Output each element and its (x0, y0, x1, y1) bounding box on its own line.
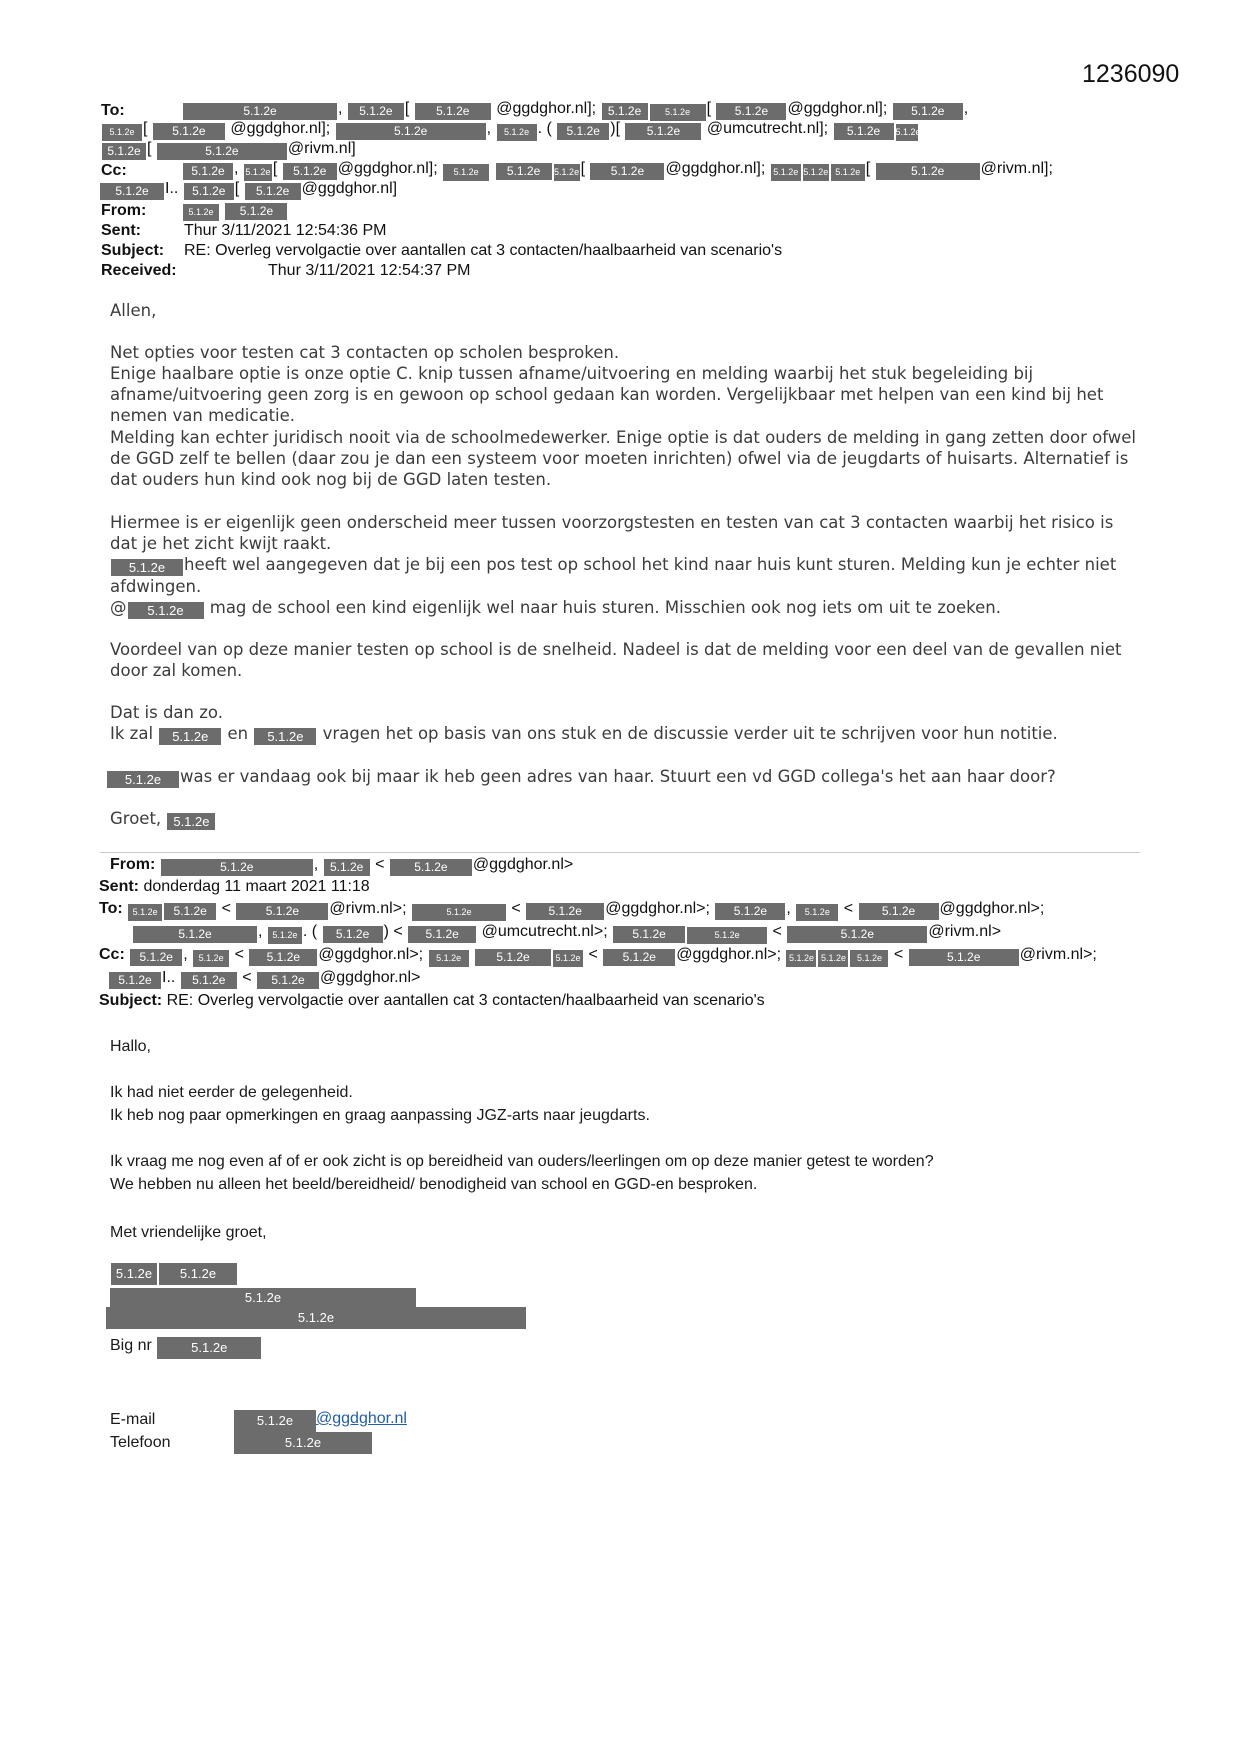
closing: Met vriendelijke groet, (110, 1224, 267, 1241)
from-label: From: (101, 202, 147, 219)
subject-label: Subject: (99, 992, 163, 1009)
paragraph: Melding kan echter juridisch nooit via de schoolmedewerker. Enige optie is dat ouders de melding in gang zetten door ofwel de GGD zelf te bellen (daar zou je dan een systeem voor moeten inrichten) ofwel via de jeugdarts of huisarts. Alternatief is dat ouders hun kind ook nog bij de GGD laten testen. (110, 428, 1137, 490)
redaction-box: 5.1.2e (157, 143, 287, 160)
paragraph (106, 766, 1136, 788)
from-line-2: From: 5.1.2e , 5.1.2e < 5.1.2e @ggdghor.nl> (110, 856, 574, 874)
redaction-box: 5.1.2e (796, 904, 838, 921)
redaction-box: 5.1.2e (831, 164, 865, 181)
cc-line (101, 161, 127, 181)
redaction-box: 5.1.2e (408, 926, 476, 943)
paragraph-text: heeft wel aangegeven dat je bij een pos test op school het kind naar huis kunt sturen. Melding kun je echter niet afdwingen. (110, 555, 1117, 596)
redaction-box: 5.1.2e (390, 859, 472, 876)
redaction-box: 5.1.2e (786, 950, 816, 967)
redaction-box: 5.1.2e (876, 163, 980, 180)
redaction-box: 5.1.2e (324, 859, 370, 876)
redaction-box: 5.1.2e (254, 728, 316, 745)
redaction-box: 5.1.2e (102, 143, 146, 160)
email-domain: @rivm.nl]; (980, 160, 1053, 177)
paragraph-text: mag de school een kind eigenlijk wel naar huis sturen. Misschien ook nog iets om uit te zoeken. (209, 598, 1001, 617)
at-sign: @ (110, 598, 127, 617)
email-domain: @umcutrecht.nl>; (481, 923, 608, 940)
redaction-box: 5.1.2e (415, 103, 491, 120)
redaction-box: 5.1.2e (412, 904, 506, 921)
sent-label: Sent: (101, 222, 141, 239)
redaction-box: 5.1.2e (106, 1307, 526, 1329)
to-recipients-1: 5.1.2e , 5.1.2e [ 5.1.2e @ggdghor.nl]; 5.1.2e 5.1.2e [ 5.1.2e @ggdghor.nl]; 5.1.2e , (182, 99, 968, 121)
redaction-box: 5.1.2e (590, 163, 664, 180)
redaction-box: 5.1.2e (167, 813, 215, 830)
redaction-box: 5.1.2e (348, 103, 404, 120)
redaction-box: 5.1.2e (687, 927, 767, 944)
redaction-box: 5.1.2e (161, 859, 313, 876)
to-line-2b: 5.1.2e , 5.1.2e . ( 5.1.2e ) < 5.1.2e @umcutrecht.nl>; 5.1.2e 5.1.2e < 5.1.2e @rivm.nl> (132, 920, 1001, 944)
redaction-box: 5.1.2e (526, 903, 604, 920)
email-domain: @ggdghor.nl]; (230, 120, 331, 137)
redaction-box: 5.1.2e (336, 123, 486, 140)
paragraph (110, 723, 1140, 745)
closing (110, 808, 1140, 830)
sent-value: Thur 3/11/2021 12:54:36 PM (184, 222, 387, 239)
cc-line-2b: 5.1.2e I.. 5.1.2e < 5.1.2e @ggdghor.nl> (108, 966, 420, 989)
redaction-box: 5.1.2e (613, 926, 685, 943)
redaction-box: 5.1.2e (249, 949, 317, 966)
signature-organisation (106, 1307, 526, 1329)
redaction-box: 5.1.2e (109, 972, 161, 989)
sent-value: donderdag 11 maart 2021 11:18 (143, 878, 370, 895)
email-domain: @rivm.nl] (287, 140, 356, 157)
redaction-box: 5.1.2e (557, 123, 609, 140)
from-value (182, 199, 288, 221)
big-nr-label: Big nr (110, 1337, 152, 1354)
redaction-box: 5.1.2e (909, 949, 1019, 966)
paragraph: Enige haalbare optie is onze optie C. knip tussen afname/uitvoering en melding waarbij het stuk begeleiding bij afname/uitvoering geen zorg is en gewoon op school gedaan kan worden. Vergelijkbaar met helpen van een kind bij het nemen van medicatie. (110, 364, 1104, 426)
redaction-box: 5.1.2e (111, 559, 183, 576)
redaction-box: 5.1.2e (603, 949, 675, 966)
redaction-box: 5.1.2e (443, 164, 489, 181)
redaction-box: 5.1.2e (164, 903, 216, 920)
paragraph: We hebben nu alleen het beeld/bereidheid/ benodigheid van school en GGD-en besproken. (110, 1176, 758, 1193)
text: en (227, 724, 249, 743)
email-domain: @ggdghor.nl]; (337, 160, 438, 177)
redaction-box: 5.1.2e (110, 1288, 416, 1308)
redaction-box: 5.1.2e (183, 103, 337, 120)
email-domain: @ggdghor.nl]; (665, 160, 766, 177)
email-link[interactable]: @ggdghor.nl (316, 1410, 407, 1427)
to-label: To: (99, 900, 123, 917)
redaction-box: 5.1.2e (128, 602, 204, 619)
redaction-box: 5.1.2e (236, 903, 328, 920)
redaction-box: 5.1.2e (787, 926, 927, 943)
received-label: Received: (101, 262, 177, 279)
redaction-box: 5.1.2e (818, 950, 848, 967)
to-recipients-3: 5.1.2e [ 5.1.2e @rivm.nl] (101, 139, 356, 160)
to-label: To: (101, 102, 125, 119)
redaction-box: 5.1.2e (497, 124, 537, 141)
redaction-box: 5.1.2e (625, 123, 701, 140)
sent-line-2 (99, 875, 370, 898)
redaction-box: 5.1.2e (257, 972, 319, 989)
redaction-box: 5.1.2e (553, 950, 583, 967)
paragraph: Ik had niet eerder de gelegenheid. (110, 1084, 353, 1101)
redaction-box: 5.1.2e (803, 164, 829, 181)
redaction-box: 5.1.2e (283, 163, 337, 180)
greeting: Allen, (110, 301, 157, 320)
email-domain: @ggdghor.nl> (472, 856, 574, 873)
redaction-box: 5.1.2e (159, 1263, 237, 1285)
cc-line-2a: Cc: 5.1.2e , 5.1.2e < 5.1.2e @ggdghor.nl>; 5.1.2e 5.1.2e 5.1.2e < 5.1.2e @ggdghor.nl>; 5.1.2e 5.1.2e 5.1.2e < 5.1.2e @rivm.nl>; (99, 943, 1097, 967)
redaction-box: 5.1.2e (429, 950, 469, 967)
subject-line-2 (99, 989, 765, 1012)
redaction-box: 5.1.2e (133, 926, 257, 943)
signature-name (110, 1263, 238, 1285)
paragraph (110, 554, 1140, 597)
closing-text: Groet, (110, 809, 162, 828)
redaction-box: 5.1.2e (244, 164, 272, 181)
redaction-box: 5.1.2e (245, 183, 301, 200)
redaction-box: 5.1.2e (771, 164, 801, 181)
redaction-box: 5.1.2e (183, 163, 233, 180)
redaction-box: 5.1.2e (893, 103, 963, 120)
text: Ik zal (110, 724, 154, 743)
to-recipients-2: 5.1.2e [ 5.1.2e @ggdghor.nl]; 5.1.2e , 5.1.2e . ( 5.1.2e )[ 5.1.2e @umcutrecht.nl]; 5.1.2e 5.1.2e (101, 119, 919, 141)
email-domain: @rivm.nl>; (329, 900, 407, 917)
email-domain: @ggdghor.nl]; (496, 100, 597, 117)
phone-value (234, 1432, 372, 1454)
redaction-box: 5.1.2e (102, 124, 142, 141)
paragraph: Voordeel van op deze manier testen op school is de snelheid. Nadeel is dat de melding voor een deel van de gevallen niet door zal komen. (110, 640, 1122, 681)
redaction-box: 5.1.2e (159, 728, 221, 745)
redaction-box: 5.1.2e (475, 949, 551, 966)
email-domain: @rivm.nl> (928, 923, 1002, 940)
sent-label: Sent: (99, 878, 139, 895)
redaction-box: 5.1.2e (650, 104, 706, 121)
email-label: E-mail (110, 1411, 156, 1428)
redaction-box: 5.1.2e (496, 163, 552, 180)
redaction-box: 5.1.2e (157, 1337, 261, 1359)
cc-label: Cc: (101, 162, 127, 179)
paragraph (110, 597, 1140, 619)
from-label: From: (110, 856, 156, 873)
redaction-box: 5.1.2e (234, 1410, 316, 1432)
redaction-box: 5.1.2e (111, 1263, 157, 1285)
redaction-box: 5.1.2e (100, 183, 164, 200)
redaction-box: 5.1.2e (107, 771, 179, 788)
email-domain: @rivm.nl>; (1019, 946, 1097, 963)
redaction-box: 5.1.2e (323, 926, 383, 943)
email-value (234, 1407, 407, 1432)
paragraph: Ik heb nog paar opmerkingen en graag aanpassing JGZ-arts naar jeugdarts. (110, 1107, 650, 1124)
to-line-2a: To: 5.1.2e 5.1.2e < 5.1.2e @rivm.nl>; 5.1.2e < 5.1.2e @ggdghor.nl>; 5.1.2e , 5.1.2e < 5.1.2e @ggdghor.nl>; (99, 897, 1044, 921)
redaction-box: 5.1.2e (896, 124, 918, 141)
redaction-box: 5.1.2e (128, 904, 162, 921)
redaction-box: 5.1.2e (234, 1432, 372, 1454)
signature-title (110, 1287, 416, 1308)
email-domain: @ggdghor.nl>; (939, 900, 1045, 917)
phone-label: Telefoon (110, 1434, 171, 1451)
cc-label: Cc: (99, 946, 125, 963)
subject-label: Subject: (101, 242, 165, 259)
redaction-box: 5.1.2e (153, 123, 225, 140)
redaction-box: 5.1.2e (130, 949, 182, 966)
redaction-box: 5.1.2e (716, 103, 786, 120)
paragraph: Dat is dan zo. (110, 703, 223, 722)
cc-recipients-1: 5.1.2e , 5.1.2e [ 5.1.2e @ggdghor.nl]; 5.1.2e 5.1.2e 5.1.2e[ 5.1.2e @ggdghor.nl]; 5.1.2e 5.1.2e 5.1.2e [ 5.1.2e @rivm.nl]; (182, 159, 1053, 181)
redaction-box: 5.1.2e (859, 903, 939, 920)
email-domain: @ggdghor.nl> (320, 969, 421, 986)
redaction-box: 5.1.2e (268, 927, 302, 944)
big-nr-line (110, 1334, 1140, 1359)
to-line-1 (101, 101, 125, 121)
email-domain: @ggdghor.nl>; (605, 900, 710, 917)
redaction-box: 5.1.2e (554, 164, 580, 181)
redaction-box: 5.1.2e (602, 103, 648, 120)
text: vragen het op basis van ons stuk en de discussie verder uit te schrijven voor hun notitie. (322, 724, 1058, 743)
received-value: Thur 3/11/2021 12:54:37 PM (268, 262, 471, 279)
paragraph: Hiermee is er eigenlijk geen onderscheid meer tussen voorzorgstesten en testen van cat 3 contacten waarbij het risico is dat je het zicht kwijt raakt. (110, 513, 1114, 554)
redaction-box: 5.1.2e (181, 972, 237, 989)
paragraph-text: was er vandaag ook bij maar ik heb geen adres van haar. Stuurt een vd GGD collega's het aan haar door? (180, 767, 1056, 786)
email-domain: @ggdghor.nl>; (318, 946, 424, 963)
redaction-box: 5.1.2e (193, 950, 229, 967)
email-domain: @ggdghor.nl] (301, 180, 398, 197)
email-domain: @ggdghor.nl]; (787, 100, 888, 117)
redaction-box: 5.1.2e (183, 204, 219, 221)
subject-value: RE: Overleg vervolgactie over aantallen cat 3 contacten/haalbaarheid van scenario's (184, 242, 783, 259)
redaction-box: 5.1.2e (225, 203, 287, 220)
paragraph: Net opties voor testen cat 3 contacten op scholen besproken. (110, 343, 620, 362)
redaction-box: 5.1.2e (850, 950, 888, 967)
cc-recipients-2: 5.1.2e I.. 5.1.2e [ 5.1.2e @ggdghor.nl] (99, 179, 397, 200)
redaction-box: 5.1.2e (184, 183, 234, 200)
email-domain: @ggdghor.nl>; (676, 946, 782, 963)
greeting: Hallo, (110, 1038, 151, 1055)
paragraph: Ik vraag me nog even af of er ook zicht is op bereidheid van ouders/leerlingen om op deze manier getest te worden? (110, 1153, 934, 1170)
redaction-box: 5.1.2e (715, 903, 785, 920)
redaction-box: 5.1.2e (834, 123, 894, 140)
document-number: 1236090 (1082, 60, 1180, 88)
subject-value: RE: Overleg vervolgactie over aantallen cat 3 contacten/haalbaarheid van scenario's (166, 992, 765, 1009)
email-domain: @umcutrecht.nl]; (706, 120, 829, 137)
